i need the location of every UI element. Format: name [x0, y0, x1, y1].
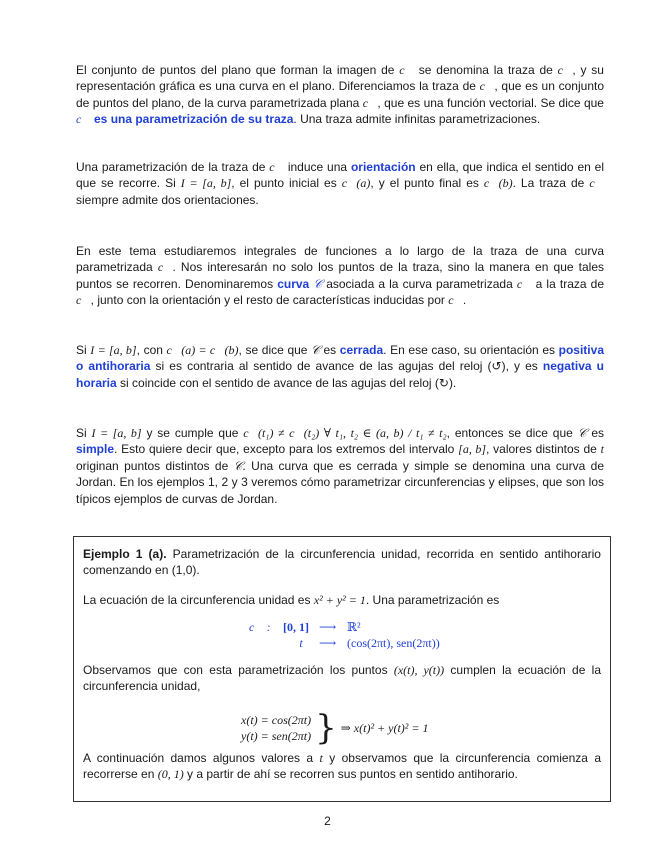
text: . La traza de [512, 176, 590, 191]
math-var: 𝒞 [313, 276, 323, 291]
text: asociada a la curva parametrizada [322, 276, 517, 291]
math-expr: c⃗(a) = c⃗(b) [166, 343, 239, 357]
text: se denomina la traza de [413, 63, 558, 77]
math-var: c⃗ [269, 160, 284, 174]
math-expr: c⃗(b) [483, 176, 513, 191]
math-var: c⃗ [557, 63, 573, 77]
map-codomain: ℝ² [347, 620, 361, 634]
paragraph-cerrada [76, 342, 604, 391]
paragraph-simple [76, 425, 604, 507]
text: y observamos que la circunferencia comienza a recorrerse en [83, 751, 602, 782]
text: es [319, 343, 340, 357]
math-var: c⃗ : [249, 620, 271, 634]
math-var: c⃗ [362, 95, 378, 110]
math-expr: I = [a, b] [90, 343, 137, 357]
paragraph-curva [76, 243, 604, 309]
brace-symbol: } [315, 708, 337, 748]
highlight-term: cerrada [339, 343, 384, 357]
arrow-icon: ⟶ [319, 636, 337, 650]
text: induce una [283, 160, 351, 174]
math-var: 𝒞 [233, 458, 243, 473]
math-expr: I = [a, b] [180, 176, 232, 191]
text: siempre admite dos orientaciones. [76, 192, 259, 207]
text: . Esto quiere decir que, excepto para los extremos del intervalo [114, 442, 459, 457]
highlight-term: orientación [350, 160, 416, 174]
example-box [73, 536, 611, 802]
text: , entonces se dice que [446, 426, 578, 440]
math-var: c⃗ [157, 260, 173, 275]
text: originan puntos distintos de [76, 458, 234, 473]
math-var: c⃗ [479, 79, 495, 94]
arrow-icon: ⟶ [319, 620, 337, 634]
text: . [462, 293, 467, 308]
math-var: c⃗ [76, 112, 91, 127]
text: . Una parametrización es [365, 593, 500, 607]
math-var: c⃗ [76, 293, 91, 308]
example-title: Ejemplo 1 (a). [83, 547, 167, 561]
highlight-term: es una parametrización de su traza [90, 112, 294, 127]
text: , y su representación gráfica es una curva en el plano. Diferenciamos la traza de [76, 63, 604, 94]
text: Una parametrización de la traza de [76, 160, 270, 174]
text: , junto con la orientación y el resto de características inducidas por [90, 293, 449, 308]
text: , y el punto final es [370, 176, 484, 191]
page-number: 2 [324, 814, 331, 828]
text: , que es un conjunto de puntos del plano, de la curva parametrizada plana [76, 79, 604, 110]
equation-result: ⇒ x(t)² + y(t)² = 1 [340, 721, 429, 735]
text: , el punto inicial es [231, 176, 342, 191]
equation-y: y(t) = sen(2πt) [241, 729, 312, 743]
paragraph-traza [76, 62, 604, 128]
math-var: 𝒞 [311, 343, 320, 357]
text: . Una traza admite infinitas parametrizaciones. [293, 112, 541, 127]
parametrization-map [249, 619, 440, 651]
highlight-term: negativa u horaria [76, 359, 605, 390]
math-var: t [319, 751, 323, 765]
math-var: c⃗ [516, 276, 532, 291]
math-expr: (x(t), y(t)) [393, 663, 445, 677]
text: a la traza de [531, 276, 605, 291]
text: si es contraria al sentido de avance de las agujas del reloj (↺), y es [150, 359, 543, 374]
text: , se dice que [238, 343, 312, 357]
highlight-term: simple [76, 442, 115, 457]
text: si coincide con el sentido de avance de las agujas del reloj (↻). [116, 375, 457, 390]
example-observation [83, 662, 601, 695]
text: A continuación damos algunos valores a [83, 751, 320, 765]
math-var: 𝒞 [577, 426, 587, 440]
math-expr: c⃗(a) [341, 176, 371, 191]
map-image: (cos(2πt), sen(2πt)) [347, 636, 440, 650]
text: y se cumple que [141, 426, 244, 440]
text: Si [76, 426, 92, 440]
text: cumplen la ecuación de la circunferencia unidad, [83, 663, 602, 694]
text: , con [136, 343, 167, 357]
equation-x: x(t) = cos(2πt) [241, 713, 312, 727]
example-conclusion [83, 750, 601, 783]
text: Parametrización de la circunferencia unidad, recorrida en sentido antihorario comenzando en (1,0). [83, 547, 601, 578]
text: . Una curva que es cerrada y simple se denomina una curva de Jordan. En los ejemplos 1, 2 y 3 veremos cómo parametrizar circunferencias y elipses, que son los típicos ejemplos de curvas de Jordan. [76, 458, 604, 506]
text: , valores distintos de [486, 442, 601, 457]
highlight-term: curva [277, 276, 314, 291]
example-equation-line [83, 592, 601, 608]
text: Si [76, 343, 91, 357]
math-expr: c⃗(t₁) ≠ c⃗(t₂) ∀ t₁, t₂ ∈ (a, b) / t₁ ≠ t₂ [243, 426, 447, 440]
map-domain: [0, 1] [283, 620, 309, 634]
text: y a partir de ahí se recorren sus puntos en sentido antihorario. [183, 767, 518, 782]
text: La ecuación de la circunferencia unidad es [83, 593, 314, 607]
text: . En ese caso, su orientación es [383, 343, 559, 357]
text: El conjunto de puntos del plano que forman la imagen de [76, 63, 400, 77]
text: , que es una función vectorial. Se dice que [377, 95, 604, 110]
text: en ella, que indica el sentido en el que se recorre. Si [76, 160, 604, 191]
paragraph-orientacion [76, 159, 604, 208]
math-expr: [a, b] [458, 442, 486, 457]
math-var: c⃗ [589, 176, 605, 191]
example-intro [83, 546, 601, 579]
highlight-term: positiva o antihoraria [76, 343, 604, 374]
math-var: t [600, 442, 604, 457]
math-expr: (0, 1) [157, 767, 184, 782]
equation-system [241, 708, 429, 748]
text: Observamos que con esta parametrización los puntos [83, 663, 394, 677]
text: En este tema estudiaremos integrales de funciones a lo largo de la traza de una curva parametrizada [76, 244, 604, 275]
math-expr: I = [a, b] [91, 426, 142, 440]
text: es [586, 426, 604, 440]
math-var: t [299, 636, 303, 650]
math-var: c⃗ [448, 293, 463, 308]
math-expr: x² + y² = 1 [313, 593, 366, 607]
text: . Nos interesarán no solo los puntos de la traza, sino la manera en que tales puntos se recorren. Denominaremos [76, 260, 604, 291]
math-var: c⃗ [399, 63, 414, 77]
